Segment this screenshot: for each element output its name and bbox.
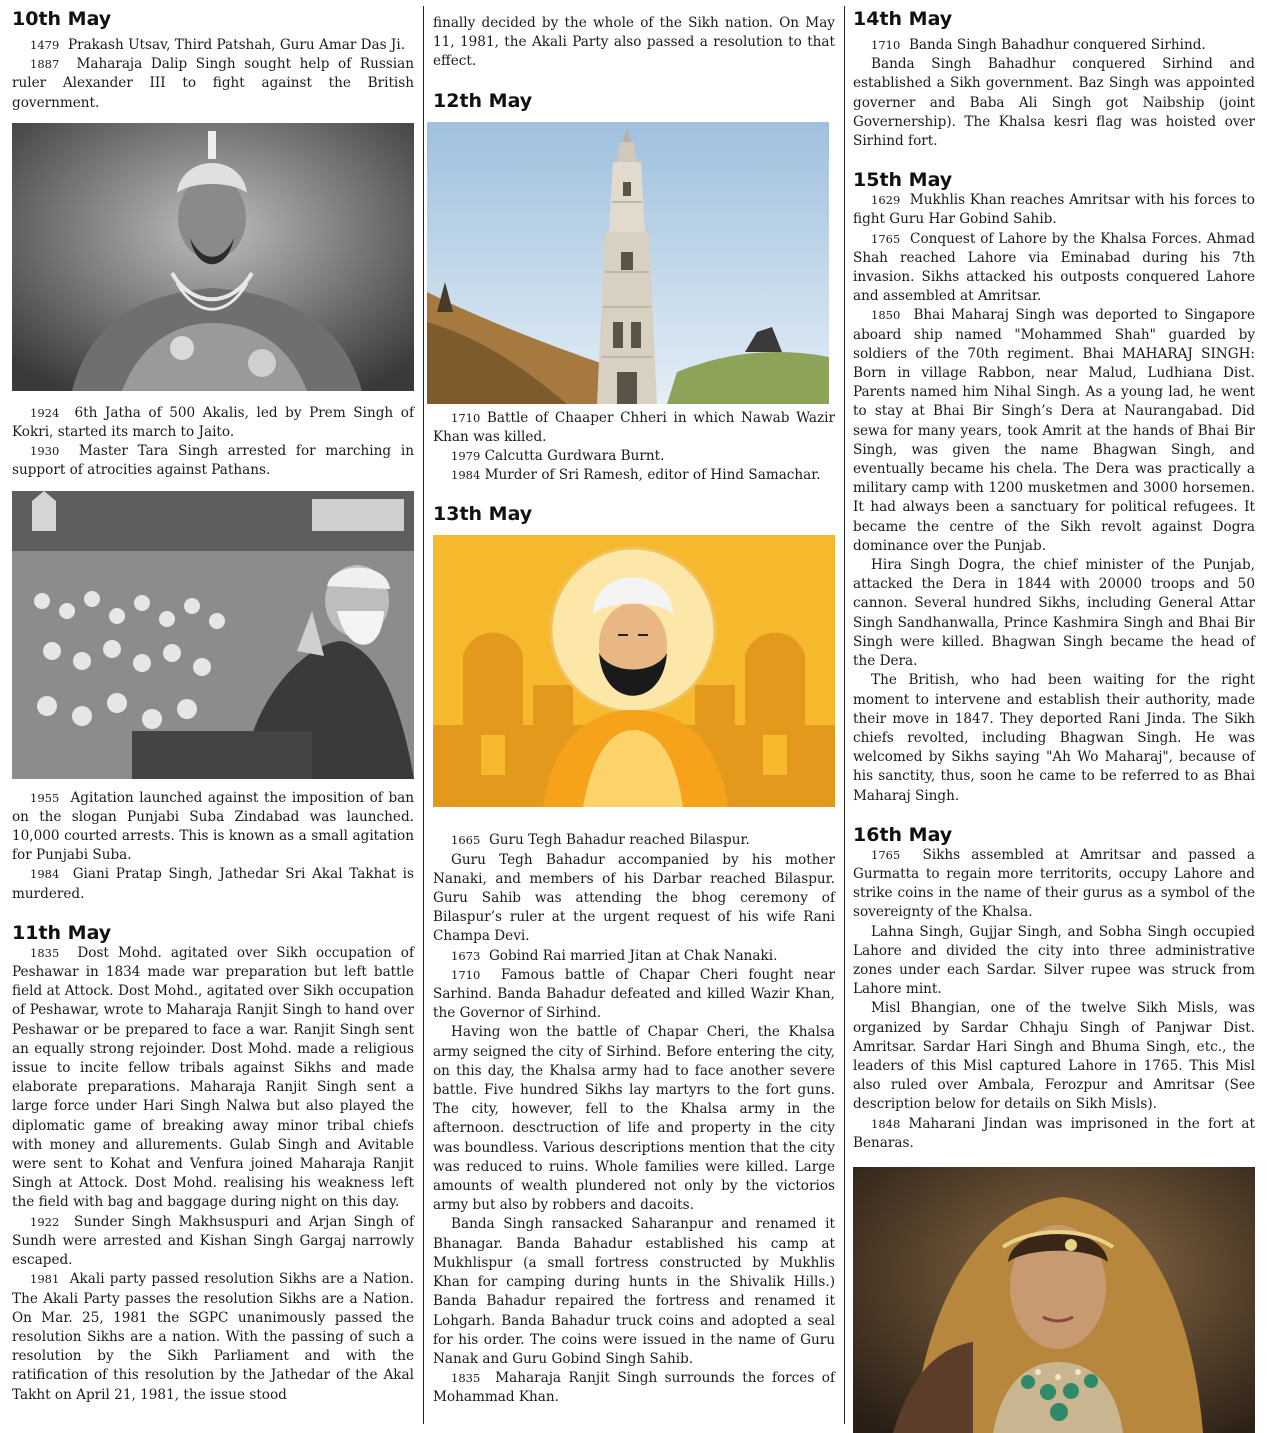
- entry-paragraph: [853, 191, 1255, 229]
- entry-paragraph: Lahna Singh, Gujjar Singh, and Sobha Singh occupied Lahore and divided the city into three administrative zones under each Sardar. Silver rupee was struck from Lahore mint.: [853, 923, 1255, 998]
- photo-master-tara-singh-rally: [12, 491, 414, 779]
- entry-text: Murder of Sri Ramesh, editor of Hind Samachar.: [484, 467, 821, 484]
- entry-text: Gobind Rai married Jitan at Chak Nanaki.: [488, 947, 778, 964]
- entry-paragraph: [12, 36, 414, 55]
- entry-paragraph: Having won the battle of Chapar Cheri, the Khalsa army seigned the city of Sirhind. Before entering the city, on this day, the Khalsa army had to face another severe battle. Five hundred Sikhs lay martyrs to the fort guns. The city, however, fell to the Khalsa army in the afternoon. desctruction of life and property in the city was boundless. Various descriptions mention that the city was reduced to ruins. Whole families were killed. Large amounts of wealth plundered not only by the victorios army but also by robbers and dacoits.: [433, 1024, 835, 1214]
- entry-text: Maharaja Dalip Singh sought help of Russian ruler Alexander III to fight against the British government.: [12, 56, 414, 111]
- column-rule: [423, 6, 424, 1424]
- heading-12th-may: 12th May: [433, 89, 533, 112]
- entry-paragraph: [12, 865, 414, 903]
- entry-paragraph: [433, 966, 835, 1024]
- entry-year: 1955: [30, 790, 60, 805]
- entry-paragraph: [853, 846, 1255, 923]
- heading-14th-may: 14th May: [853, 8, 953, 30]
- entry-year: 1665: [451, 833, 481, 848]
- entry-paragraph: [853, 1115, 1255, 1153]
- entry-text: 6th Jatha of 500 Akalis, led by Prem Singh of Kokri, started its march to Jaito.: [12, 404, 414, 441]
- entry-year: 1765: [871, 847, 901, 862]
- entry-paragraph: [433, 947, 835, 966]
- column-right: [853, 0, 1255, 1433]
- entry-year: 1629: [871, 193, 901, 208]
- heading-10th-may: 10th May: [12, 8, 112, 30]
- entry-paragraph: [433, 409, 835, 447]
- entry-year: 1765: [871, 231, 901, 246]
- entry-paragraph: [12, 404, 414, 442]
- photo-maharaja-dalip-singh: [12, 123, 414, 391]
- entry-year: 1848: [871, 1116, 901, 1131]
- entry-paragraph: [12, 944, 414, 1213]
- entry-paragraph: [433, 466, 835, 485]
- continued-paragraph: finally decided by the whole of the Sikh nation. On May 11, 1981, the Akali Party also passed a resolution to that effect.: [433, 15, 835, 70]
- heading-13th-may: 13th May: [433, 503, 533, 526]
- entry-paragraph: Misl Bhangian, one of the twelve Sikh Misls, was organized by Sardar Chhaju Singh of Panjwar Dist. Amritsar. Sardar Hari Singh and Bhuma Singh, etc., the leaders of this Misl captured Lahore in 1765. This Misl also ruled over Ambala, Ferozpur and Amritsar (See description below for details on Sikh Misls).: [853, 1000, 1255, 1113]
- entry-year: 1984: [451, 468, 481, 483]
- entry-text: Sikhs assembled at Amritsar and passed a Gurmatta to regain more territorits, occupy Lahore and strike coins in the name of their gurus as a symbol of the sovereignty of the Khalsa.: [853, 846, 1255, 921]
- column-rule: [844, 6, 845, 1424]
- entry-paragraph: [12, 1270, 414, 1404]
- photo-fateh-burj-tower: [427, 122, 835, 404]
- entry-paragraph: [12, 789, 414, 866]
- entry-paragraph: [853, 36, 1255, 55]
- entry-paragraph: [433, 1369, 835, 1407]
- entry-paragraph: [433, 447, 835, 466]
- entry-text: Guru Tegh Bahadur reached Bilaspur.: [488, 832, 750, 849]
- entry-year: 1981: [30, 1272, 60, 1287]
- entry-year: 1922: [30, 1214, 60, 1229]
- entry-paragraph: [853, 306, 1255, 556]
- entry-text: Maharani Jindan was imprisoned in the fort at Benaras.: [853, 1115, 1255, 1151]
- illustration-guru-tegh-bahadur: [433, 535, 835, 807]
- entry-text: Mukhlis Khan reaches Amritsar with his forces to fight Guru Har Gobind Sahib.: [853, 192, 1255, 228]
- entry-paragraph: [433, 831, 835, 850]
- entry-text: Sunder Singh Makhsuspuri and Arjan Singh of Sundh were arrested and Kishan Singh Gargaj narrowly escaped.: [12, 1213, 414, 1269]
- entry-paragraph: Hira Singh Dogra, the chief minister of the Punjab, attacked the Dera in 1844 with 20000 troops and 50 cannon. Several hundred Sikhs, including General Attar Singh Sandhanwalla, Prince Kashmira Singh and Bhai Bir Singh were killed. Bhagwan Singh became the head of the Dera.: [853, 557, 1255, 670]
- entry-text: Calcutta Gurdwara Burnt.: [484, 448, 665, 465]
- entry-year: 1850: [871, 308, 901, 323]
- entry-year: 1479: [30, 38, 60, 52]
- entry-paragraph: [12, 442, 414, 480]
- entry-paragraph: The British, who had been waiting for the right moment to intervene and establish their authority, made their move in 1847. They deported Rani Jinda. The Sikh chiefs revolted, including Bhagwan Singh. He was welcomed by Sikhs saying "Ah Wo Maharaj", because of his sanctity, thus, soon he came to be referred to as Bhai Maharaj Singh.: [853, 672, 1255, 804]
- entry-text: Famous battle of Chapar Cheri fought near Sarhind. Banda Bahadur defeated and killed Wazir Khan, the Governor of Sirhind.: [433, 966, 835, 1022]
- entry-text: Banda Singh Bahadhur conquered Sirhind.: [908, 37, 1206, 53]
- column-left: [12, 0, 414, 1405]
- entry-year: 1835: [30, 945, 60, 960]
- entry-year: 1710: [451, 410, 481, 425]
- entry-text: Agitation launched against the imposition of ban on the slogan Punjabi Suba Zindabad was launched. 10,000 courted arrests. This is known as a small agitation for Punjabi Suba.: [12, 789, 414, 864]
- entry-year: 1710: [451, 967, 481, 982]
- entry-text: Giani Pratap Singh, Jathedar Sri Akal Takhat is murdered.: [12, 866, 414, 902]
- entry-year: 1979: [451, 449, 481, 464]
- entry-year: 1930: [30, 444, 60, 459]
- entry-paragraph: [853, 230, 1255, 307]
- painting-maharani-jindan: [853, 1167, 1255, 1433]
- entry-text: Dost Mohd. agitated over Sikh occupation of Peshawar in 1834 made war preparation but left battle field at Attock. Dost Mohd., agitated over Sikh occupation of Peshawar, wrote to Maharaja Ranjit Singh to hand over Peshawar or be prepared to face a war. Ranjit Singh sent an equally strong rejoinder. Dost Mohd. made a religious issue to incite fellow tribals against Sikhs and made elaborate preparations. Maharaja Ranjit Singh sent a large force under Hari Singh Nalwa but also played the diplomatic game of breaking away minor tribal chiefs with money and allurements. Gulab Singh and Avitable were sent to Kohat and Venfura joined Maharaja Ranjit Singh at Attock. Dost Mohd. realising his weakness left the field with bag and baggage during night on this day.: [12, 944, 414, 1211]
- entry-year: 1924: [30, 405, 60, 420]
- entry-text: Bhai Maharaj Singh was deported to Singapore aboard ship named "Mohammed Shah" guarded by soldiers of the 70th regiment. Bhai MAHARAJ SINGH: Born in village Rabbon, near Malud, Ludhiana Dist. Parents named him Nihal Singh. As a young lad, he went to stay at Bhai Bir Singh’s Dera at Naurangabad. Did sewa for many years, took Amrit at the hands of Bhai Bir Singh, was given the name Bhagwan Singh, and eventually became his chela. The Dera was practically a military camp with 1200 musketmen and 3000 horsemen. It had always been a sanctuary for political refugees. It became the centre of the Sikh revolt against Dogra dominance over the Punjab.: [853, 307, 1255, 554]
- entry-text: Conquest of Lahore by the Khalsa Forces. Ahmad Shah reached Lahore via Eminabad during his 7th invasion. Sikhs attacked his outposts conquered Lahore and assembled at Amritsar.: [853, 230, 1255, 305]
- entry-text: Maharaja Ranjit Singh surrounds the forces of Mohammad Khan.: [433, 1370, 835, 1406]
- entry-paragraph: Banda Singh ransacked Saharanpur and renamed it Bhanagar. Banda Bahadur established his camp at Mukhlispur (a small fortress constructed by Mukhlis Khan for camping during hunts in the Shivalik Hills.) Banda Bahadur repaired the fortress and renamed it Lohgarh. Banda Bahadur truck coins and adopted a seal for his order. The coins were issued in the name of Guru Nanak and Guru Gobind Singh Sahib.: [433, 1216, 835, 1367]
- entry-year: 1710: [871, 38, 901, 52]
- heading-16th-may: 16th May: [853, 823, 953, 846]
- column-middle: [433, 0, 835, 1408]
- entry-paragraph: [12, 55, 414, 113]
- heading-11th-may: 11th May: [12, 921, 112, 944]
- entry-text: Battle of Chaaper Chheri in which Nawab Wazir Khan was killed.: [433, 409, 835, 445]
- entry-paragraph: [12, 1213, 414, 1271]
- entry-text: Akali party passed resolution Sikhs are a Nation. The Akali Party passes the resolution Sikhs are a Nation. On Mar. 25, 1981 the SGPC unanimously passed the resolution Sikhs are a nation. With the passing of such a resolution by the Sikh Parliament and with the ratification of this resolution by the Jathedar of the Akal Takht on April 21, 1981, the issue stood: [12, 1271, 414, 1403]
- entry-year: 1835: [451, 1371, 481, 1386]
- entry-text: Prakash Utsav, Third Patshah, Guru Amar Das Ji.: [67, 37, 406, 53]
- entry-paragraph: Guru Tegh Bahadur accompanied by his mother Nanaki, and members of his Darbar reached Bilaspur. Guru Sahib was attending the bhog ceremony of Bilaspur’s ruler at the urgent request of his wife Rani Champa Devi.: [433, 851, 835, 945]
- entry-text: Master Tara Singh arrested for marching in support of atrocities against Pathans.: [12, 443, 414, 479]
- entry-year: 1887: [30, 57, 60, 72]
- heading-15th-may: 15th May: [853, 169, 953, 192]
- entry-paragraph: Banda Singh Bahadhur conquered Sirhind and established a Sikh government. Baz Singh was appointed governer and Baba Ali Singh got Naibship (joint Governership). The Khalsa kesri flag was hoisted over Sirhind fort.: [853, 56, 1255, 150]
- entry-year: 1984: [30, 867, 60, 882]
- entry-year: 1673: [451, 948, 481, 963]
